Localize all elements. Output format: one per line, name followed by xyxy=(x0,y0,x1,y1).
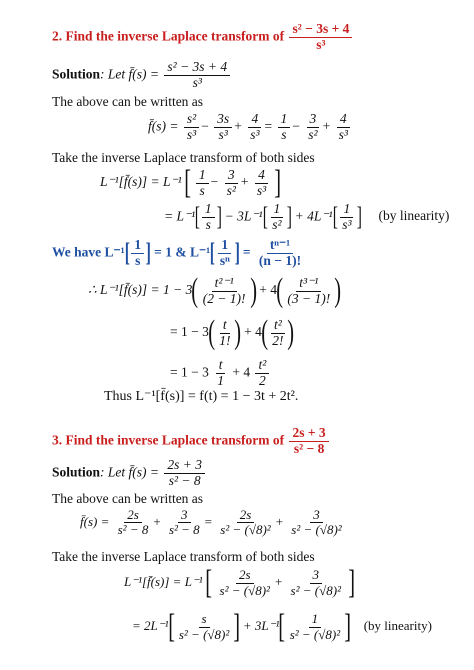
let-text: : Let f̄(s) = xyxy=(100,66,160,82)
term-4 xyxy=(278,112,291,143)
line2-mid: + 3L⁻¹ xyxy=(242,617,280,633)
step-3-pre: = 1 − 3 xyxy=(170,364,209,380)
left-bracket: [ xyxy=(184,164,192,201)
e3a-den: s² − 8 xyxy=(117,522,149,538)
take-transform-text: Take the inverse Laplace transform of both sides xyxy=(52,549,315,564)
transform-lhs: L⁻¹[f̄(s)] = L⁻¹ xyxy=(124,573,203,589)
problem-3-fraction xyxy=(289,426,328,457)
t3-frac-2 xyxy=(288,568,344,598)
problem-2-text: Find the inverse Laplace transform of xyxy=(65,28,285,44)
bracket: [ xyxy=(262,202,268,232)
have-frac-3-den: (n − 1)! xyxy=(258,252,302,268)
step-3-plus: + 4 xyxy=(232,364,251,380)
written-as-text: The above can be written as xyxy=(52,491,204,506)
l2-frac-3-den: s³ xyxy=(342,216,352,232)
step-1-frac-b xyxy=(284,276,333,307)
l2-frac-2-num: 1 xyxy=(271,202,284,218)
e3b-den: s² − 8 xyxy=(168,522,200,538)
eq-lhs: f̄(s) = xyxy=(148,118,179,134)
problem-3-heading xyxy=(52,426,331,457)
problem-3-number: 3. xyxy=(52,432,63,448)
bracket: ] xyxy=(233,608,241,645)
e3-frac-b xyxy=(166,508,203,538)
let-fraction xyxy=(164,60,230,91)
have-frac-2 xyxy=(217,238,233,269)
term-3-num: 4 xyxy=(248,112,261,128)
l2-frac-2 xyxy=(269,202,284,233)
term-4-den: s xyxy=(281,126,287,142)
paren: ( xyxy=(276,272,284,309)
transform-3-line-1: L⁻¹[f̄(s)] = L⁻¹ [ $\frac{2s}{\text{s² − (√8)²}}$ + $\frac{3}{\text{s² − (√8)²}}$ ] xyxy=(124,564,356,601)
s2a-num: t xyxy=(220,318,230,334)
term-6-den: s³ xyxy=(338,126,348,142)
let-numerator: s² − 3s + 4 xyxy=(164,60,230,76)
s1b-num: t³⁻¹ xyxy=(296,276,321,292)
l3-frac-1-den: s² − (√8)² xyxy=(178,626,230,642)
expansion-equation: f̄(s) = $\frac{\text{s²}}{\text{s³}}$ − $\frac{3s}{\text{s³}}$ + $\frac{4}{\text{s³}}$ = $\frac{1}{s}$ − $\frac{3}{\text{s²}}$ + $\frac{4}{\text{s³}}$ xyxy=(148,112,353,143)
step-1-frac-a xyxy=(200,276,249,307)
term-6 xyxy=(336,112,351,143)
term-2-den: s³ xyxy=(218,126,228,142)
step-3 xyxy=(170,358,271,389)
bracket: [ xyxy=(167,608,175,645)
term-6-num: 4 xyxy=(337,112,350,128)
t-frac-3-den: s³ xyxy=(256,182,267,198)
s2b-num: t² xyxy=(271,318,285,334)
e3c-num: 2s xyxy=(237,508,255,523)
t3-frac-1-num: 2s xyxy=(236,568,254,583)
problem-2-number: 2. xyxy=(52,28,63,44)
right-bracket: ] xyxy=(273,164,281,201)
fraction-numerator: 2s + 3 xyxy=(289,426,328,442)
we-have-formula: We have L⁻¹[ $\frac{1}{s}$ ] = 1 & L⁻¹[ $\frac{1}{\text{sⁿ}}$ ] = $\frac{\text{tⁿ⁻¹}}{(n - 1)!}$ xyxy=(52,238,306,269)
term-4-num: 1 xyxy=(278,112,291,128)
have-frac-3 xyxy=(256,238,304,269)
solution-label: Solution xyxy=(52,464,101,480)
l3-frac-2-den: s² − (√8)² xyxy=(289,626,341,642)
let-denominator: s³ xyxy=(192,74,202,90)
transform-lhs: L⁻¹[f̄(s)] = L⁻¹ xyxy=(100,174,182,190)
line2-prefix: = L⁻¹ xyxy=(164,208,196,224)
l2-frac-1-num: 1 xyxy=(202,202,215,218)
paren: ) xyxy=(234,314,242,351)
bracket: ] xyxy=(286,202,292,232)
have-frac-1-den: s xyxy=(135,252,141,268)
we-have-mid: = 1 & L⁻¹ xyxy=(154,244,211,260)
t-frac-3 xyxy=(254,168,269,199)
written-as-text: The above can be written as xyxy=(52,94,204,109)
paren: ( xyxy=(208,314,215,351)
thus-result: Thus L⁻¹[f̄(s)] = f(t) = 1 − 3t + 2t². xyxy=(104,389,299,404)
solution-2-let xyxy=(52,60,232,91)
term-1-num: s² xyxy=(184,112,199,128)
bracket: ] xyxy=(145,238,152,268)
left-bracket: [ xyxy=(205,564,213,601)
t3-frac-2-num: 3 xyxy=(310,568,323,583)
t-frac-1 xyxy=(196,168,209,199)
step-3-frac-a xyxy=(214,358,227,389)
solution-3-let xyxy=(52,458,207,489)
let-numerator: 2s + 3 xyxy=(164,458,205,474)
bracket: ] xyxy=(344,608,352,645)
s3a-den: 1 xyxy=(217,372,224,388)
term-5 xyxy=(305,112,320,143)
paren: ) xyxy=(287,314,295,351)
s2b-den: 2! xyxy=(272,332,284,348)
transform-line-2 xyxy=(164,202,449,233)
s1a-den: (2 − 1)! xyxy=(202,290,246,306)
have-frac-1 xyxy=(131,238,144,269)
t-frac-1-den: s xyxy=(199,182,205,198)
line2-mid1: − 3L⁻¹ xyxy=(224,208,263,224)
expansion-equation-3: f̄(s) = $\frac{2s}{\text{s² − 8}}$ + $\frac{3}{\text{s² − 8}}$ = $\frac{2s}{\text{s² − (√8)²}}$ + $\frac{3}{\text{s² − (√8)²}}$ xyxy=(80,508,347,538)
step-1-lhs: ∴ L⁻¹[f̄(s)] = 1 − 3 xyxy=(88,282,193,298)
step-3-frac-b xyxy=(255,358,269,389)
we-have-prefix: We have L⁻¹ xyxy=(52,244,125,260)
let-denominator: s² − 8 xyxy=(168,472,201,488)
l2-frac-3 xyxy=(339,202,354,233)
l3-frac-1-num: s xyxy=(199,612,210,627)
step-2-plus: + 4 xyxy=(244,324,262,340)
step-1 xyxy=(88,274,341,308)
e3c-den: s² − (√8)² xyxy=(220,522,271,538)
let-fraction xyxy=(164,458,205,489)
l2-frac-3-num: 1 xyxy=(340,202,353,218)
e3-frac-c xyxy=(217,508,273,538)
e3a-num: 2s xyxy=(124,508,142,523)
right-bracket: ] xyxy=(348,564,356,601)
step-2-frac-b xyxy=(269,318,286,349)
s1b-den: (3 − 1)! xyxy=(287,290,331,306)
t-frac-2-den: s² xyxy=(226,182,236,198)
e3d-den: s² − (√8)² xyxy=(291,522,342,538)
problem-2-heading xyxy=(52,22,354,53)
e3b-num: 3 xyxy=(178,508,191,523)
have-frac-1-num: 1 xyxy=(131,238,144,254)
paren: ) xyxy=(249,272,257,309)
t3-frac-2-den: s² − (√8)² xyxy=(290,582,341,598)
line2-mid2: + 4L⁻¹ xyxy=(294,208,333,224)
bracket: [ xyxy=(209,238,216,268)
s3a-num: t xyxy=(216,358,226,374)
l2-frac-2-den: s² xyxy=(272,216,282,232)
s2a-den: 1! xyxy=(219,332,231,348)
l2-frac-1-den: s xyxy=(205,216,211,232)
problem-3-text: Find the inverse Laplace transform of xyxy=(65,432,285,448)
t-frac-2 xyxy=(224,168,239,199)
step-2-pre: = 1 − 3 xyxy=(170,324,209,340)
t-frac-1-num: 1 xyxy=(196,168,209,184)
step-2-frac-a xyxy=(216,318,233,349)
l3-frac-2 xyxy=(287,612,343,642)
s3b-den: 2 xyxy=(259,372,266,388)
s1a-num: t²⁻¹ xyxy=(212,276,237,292)
paren: ) xyxy=(334,272,342,309)
have-frac-2-den: sⁿ xyxy=(219,252,230,268)
t3-frac-1 xyxy=(217,568,273,598)
by-linearity-note: (by linearity) xyxy=(363,617,432,633)
term-2 xyxy=(214,112,232,143)
transform-3-line-2 xyxy=(132,610,432,644)
bracket: ] xyxy=(356,202,362,232)
term-5-num: 3 xyxy=(307,112,320,128)
paren: ( xyxy=(261,314,268,351)
l2-frac-1 xyxy=(202,202,215,233)
step-2 xyxy=(170,316,294,350)
e3-frac-a xyxy=(115,508,152,538)
l3-frac-2-num: 1 xyxy=(309,612,322,627)
have-frac-3-num: tⁿ⁻¹ xyxy=(267,238,293,254)
e3-frac-d xyxy=(288,508,344,538)
line2-prefix: = 2L⁻¹ xyxy=(132,617,169,633)
e3d-num: 3 xyxy=(310,508,323,523)
let-text: : Let f̄(s) = xyxy=(100,464,160,480)
bracket: [ xyxy=(124,238,130,268)
by-linearity-note: (by linearity) xyxy=(378,208,450,224)
term-5-den: s² xyxy=(308,126,318,142)
t3-frac-1-den: s² − (√8)² xyxy=(219,582,270,598)
t-frac-3-num: 4 xyxy=(255,168,268,184)
transform-line-1: L⁻¹[f̄(s)] = L⁻¹ [ $\frac{1}{s}$ − $\frac{3}{\text{s²}}$ + $\frac{4}{\text{s³}}$ ] xyxy=(100,164,281,201)
term-1 xyxy=(184,112,199,143)
fraction-numerator: s² − 3s + 4 xyxy=(289,22,352,38)
term-1-den: s³ xyxy=(186,126,197,142)
step-1-plus: + 4 xyxy=(259,282,278,298)
bracket: ] xyxy=(234,238,240,268)
fraction-denominator: s² − 8 xyxy=(293,440,325,456)
solution-label: Solution xyxy=(52,66,101,82)
term-3-den: s³ xyxy=(250,126,260,142)
t-frac-2-num: 3 xyxy=(225,168,238,184)
fraction-denominator: s³ xyxy=(316,36,326,52)
problem-2-fraction xyxy=(289,22,352,53)
term-2-num: 3s xyxy=(214,112,232,128)
take-transform-text: Take the inverse Laplace transform of both sides xyxy=(52,150,315,165)
s3b-num: t² xyxy=(255,358,269,374)
paren: ( xyxy=(191,272,199,309)
have-frac-2-num: 1 xyxy=(218,238,231,254)
eq-lhs: f̄(s) = xyxy=(80,513,110,529)
bracket: [ xyxy=(332,202,338,232)
l3-frac-1 xyxy=(176,612,232,642)
bracket: [ xyxy=(194,202,201,232)
bracket: [ xyxy=(278,608,286,645)
term-3 xyxy=(247,112,262,143)
bracket: ] xyxy=(216,202,222,232)
